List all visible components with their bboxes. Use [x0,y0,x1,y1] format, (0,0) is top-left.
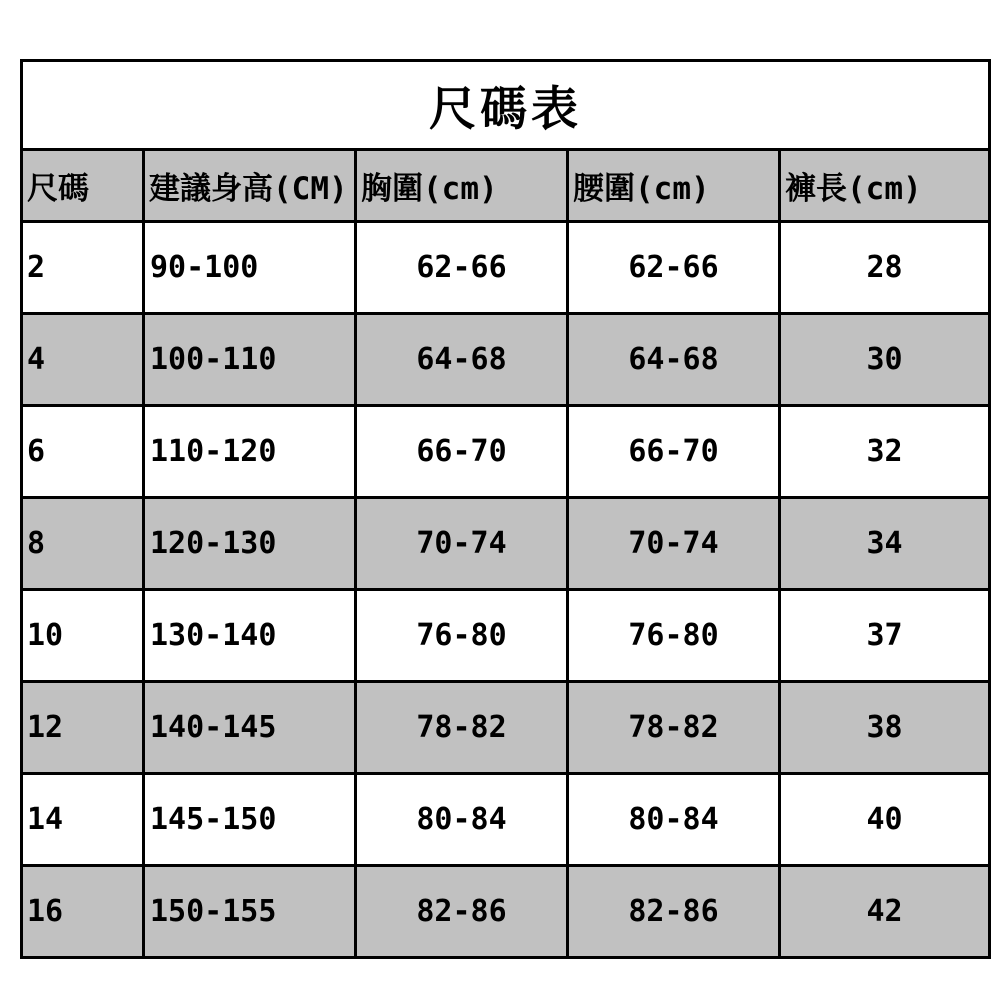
cell-chest: 82-86 [356,866,568,958]
cell-chest: 70-74 [356,498,568,590]
cell-pants-length: 32 [780,406,990,498]
cell-height: 145-150 [144,774,356,866]
cell-chest: 76-80 [356,590,568,682]
size-chart-table [20,59,991,959]
cell-waist: 76-80 [568,590,780,682]
cell-height: 100-110 [144,314,356,406]
table-header-row [22,150,990,222]
header-size: 尺碼 [22,150,144,222]
table-row [22,866,990,958]
cell-size: 8 [22,498,144,590]
table-row [22,590,990,682]
cell-pants-length: 38 [780,682,990,774]
cell-size: 4 [22,314,144,406]
cell-size: 16 [22,866,144,958]
table-row [22,774,990,866]
cell-size: 2 [22,222,144,314]
cell-pants-length: 42 [780,866,990,958]
cell-waist: 62-66 [568,222,780,314]
cell-waist: 80-84 [568,774,780,866]
table-row [22,314,990,406]
cell-chest: 80-84 [356,774,568,866]
cell-waist: 70-74 [568,498,780,590]
cell-height: 120-130 [144,498,356,590]
cell-waist: 66-70 [568,406,780,498]
cell-chest: 62-66 [356,222,568,314]
cell-pants-length: 40 [780,774,990,866]
header-chest: 胸圍(cm) [356,150,568,222]
table-row [22,498,990,590]
table-row [22,682,990,774]
cell-height: 130-140 [144,590,356,682]
table-title-row [22,61,990,150]
cell-height: 140-145 [144,682,356,774]
cell-pants-length: 28 [780,222,990,314]
cell-pants-length: 34 [780,498,990,590]
cell-chest: 64-68 [356,314,568,406]
cell-size: 6 [22,406,144,498]
cell-pants-length: 37 [780,590,990,682]
cell-size: 14 [22,774,144,866]
cell-size: 10 [22,590,144,682]
cell-waist: 64-68 [568,314,780,406]
cell-chest: 78-82 [356,682,568,774]
header-height: 建議身高(CM) [144,150,356,222]
header-waist: 腰圍(cm) [568,150,780,222]
cell-waist: 78-82 [568,682,780,774]
cell-pants-length: 30 [780,314,990,406]
table-row [22,222,990,314]
cell-height: 150-155 [144,866,356,958]
header-pants-length: 褲長(cm) [780,150,990,222]
cell-height: 110-120 [144,406,356,498]
cell-chest: 66-70 [356,406,568,498]
cell-waist: 82-86 [568,866,780,958]
table-row [22,406,990,498]
cell-height: 90-100 [144,222,356,314]
table-title: 尺碼表 [22,61,990,150]
cell-size: 12 [22,682,144,774]
